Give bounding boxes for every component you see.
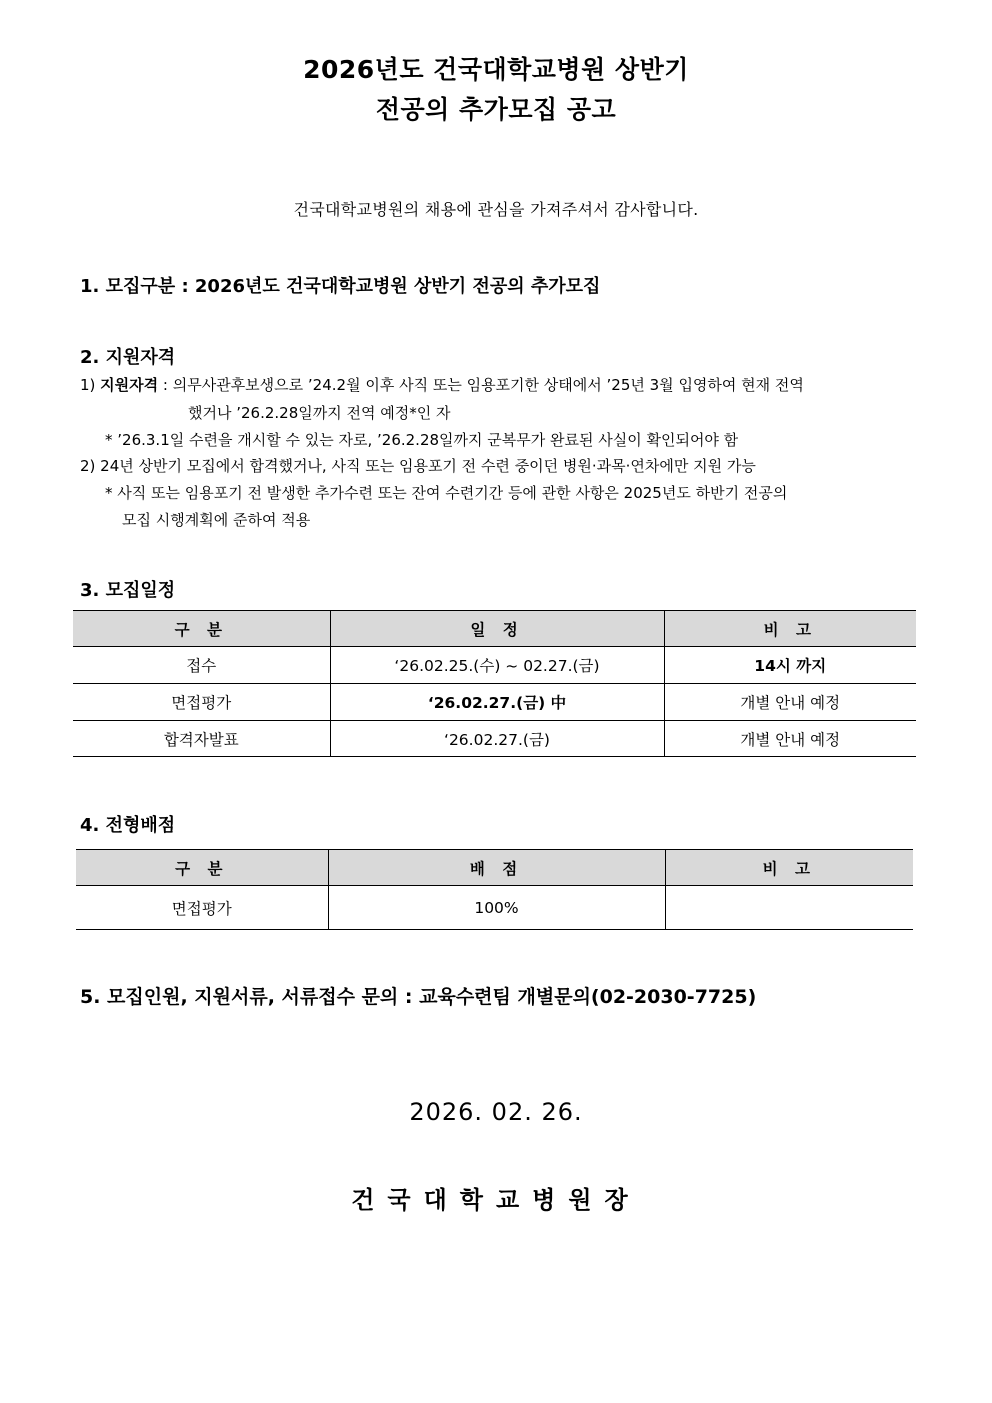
table-cell: 개별 안내 예정 — [664, 721, 916, 757]
eligibility-note-1: * ’26.3.1일 수련을 개시할 수 있는 자로, ’26.2.28일까지 군복무가 완료된 사실이 확인되어야 함 — [105, 431, 739, 449]
section2-heading: 2. 지원자격 — [80, 347, 176, 368]
table-cell: 합격자발표 — [73, 721, 330, 757]
eligibility-item-2: 2) 24년 상반기 모집에서 합격했거나, 사직 또는 임용포기 전 수련 중이던 병원·과목·연차에만 지원 가능 — [80, 457, 756, 475]
table-cell: 14시 까지 — [664, 647, 916, 684]
table-cell: 100% — [328, 886, 665, 930]
table-header-row — [76, 850, 913, 886]
section1-heading: 1. 모집구분 : 2026년도 건국대학교병원 상반기 전공의 추가모집 — [80, 276, 601, 297]
column-header: 비 고 — [665, 850, 913, 886]
column-header: 구 분 — [73, 611, 330, 647]
table-cell — [665, 886, 913, 930]
document-title-line2: 전공의 추가모집 공고 — [375, 95, 617, 124]
table-cell: 면접평가 — [76, 886, 328, 930]
table-cell: ‘26.02.27.(금) 中 — [330, 684, 664, 721]
column-header: 비 고 — [664, 611, 916, 647]
table-cell: ‘26.02.27.(금) — [330, 721, 664, 757]
scoring-table — [76, 849, 913, 930]
table-row — [73, 684, 916, 721]
table-cell: ‘26.02.25.(수) ~ 02.27.(금) — [330, 647, 664, 684]
issue-date: 2026. 02. 26. — [409, 1098, 583, 1126]
table-cell: 접수 — [73, 647, 330, 684]
column-header: 일 정 — [330, 611, 664, 647]
document-title-line1: 2026년도 건국대학교병원 상반기 — [303, 55, 689, 84]
schedule-table — [73, 610, 916, 757]
intro-text: 건국대학교병원의 채용에 관심을 가져주셔서 감사합니다. — [293, 200, 699, 219]
section5-heading: 5. 모집인원, 지원서류, 서류접수 문의 : 교육수련팀 개별문의(02-2030-7725) — [80, 986, 757, 1008]
section4-heading: 4. 전형배점 — [80, 815, 176, 836]
table-row — [73, 721, 916, 757]
section3-heading: 3. 모집일정 — [80, 580, 176, 601]
table-cell: 면접평가 — [73, 684, 330, 721]
table-header-row — [73, 611, 916, 647]
column-header: 구 분 — [76, 850, 328, 886]
signature: 건국대학교병원장 — [351, 1186, 641, 1214]
table-row — [73, 647, 916, 684]
eligibility-item-1: 1) 지원자격 : 의무사관후보생으로 ’24.2월 이후 사직 또는 임용포기한 상태에서 ’25년 3월 입영하여 현재 전역 — [80, 376, 804, 394]
eligibility-item-1-cont: 했거나 ’26.2.28일까지 전역 예정*인 자 — [188, 404, 451, 422]
table-cell: 개별 안내 예정 — [664, 684, 916, 721]
table-row — [76, 886, 913, 930]
column-header: 배 점 — [328, 850, 665, 886]
eligibility-label: 지원자격 — [100, 376, 159, 394]
eligibility-note-2-cont: 모집 시행계획에 준하여 적용 — [122, 511, 311, 529]
eligibility-note-2: * 사직 또는 임용포기 전 발생한 추가수련 또는 잔여 수련기간 등에 관한 사항은 2025년도 하반기 전공의 — [105, 484, 788, 502]
